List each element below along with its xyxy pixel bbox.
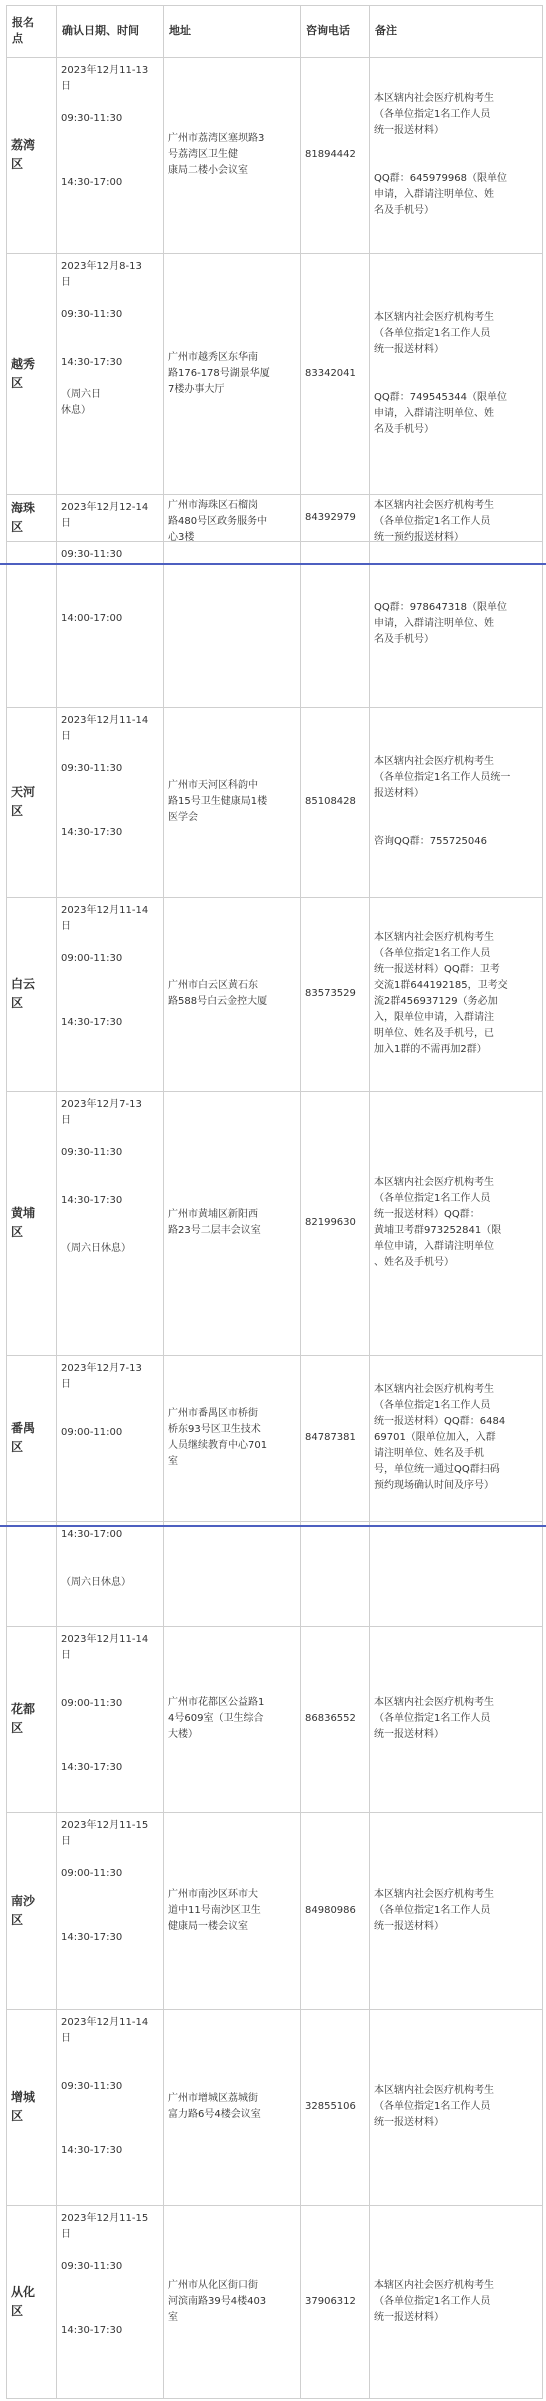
cell-date: 2023年12月7-13 日 09:00-11:00: [61, 1363, 142, 1438]
header-district: 报名 点: [12, 16, 34, 45]
table-column-border: [56, 5, 57, 2398]
cell-date: 2023年12月11-14 日 09:00-11:30 14:30-17:30: [61, 905, 149, 1028]
header-phone: 咨询电话: [306, 24, 350, 37]
cell-date: 2023年12月11-14 日 09:30-11:30 14:30-17:30: [61, 715, 149, 838]
cell-note: 本辖区内社会医疗机构考生 （各单位指定1名工作人员 统一报送材料）: [374, 2279, 494, 2323]
cell-district: 白云 区: [11, 977, 36, 1010]
cell-note: 本区辖内社会医疗机构考生 （各单位指定1名工作人员 统一报送材料）QQ群：卫考 交流1群644192185，卫考交 流2群456937129（务必加 入，限单位申请，入群请注 明单位、姓名及手机号，已 加入1群的不需再加2群）: [374, 932, 508, 1055]
cell-address: 广州市荔湾区塞坝路3 号荔湾区卫生健 康局二楼小会议室: [168, 133, 265, 176]
header-note: 备注: [375, 24, 397, 37]
table-row-border: [6, 494, 543, 495]
table-row-border: [6, 1626, 543, 1627]
table-row-border: [6, 897, 543, 898]
cell-address: 广州市白云区黄石东 路588号白云金控大厦: [168, 980, 268, 1007]
table-row-border: [6, 2398, 543, 2399]
cell-date: 2023年12月11-13 日 09:30-11:30 14:30-17:00: [61, 65, 149, 188]
cell-district: 海珠 区: [11, 500, 36, 534]
cell-phone: 83342041: [305, 367, 356, 379]
cell-note: 本区辖内社会医疗机构考生 （各单位指定1名工作人员统一 报送材料） 咨询QQ群：755725046: [374, 756, 511, 847]
cell-date: 2023年12月11-14 日 09:00-11:30 14:30-17:30: [61, 1634, 149, 1773]
cell-phone: 83573529: [305, 988, 356, 999]
table-row-border: [6, 5, 543, 6]
table-column-border: [542, 5, 543, 2398]
cell-address: 广州市从化区街口街 河滨南路39号4楼403 室: [168, 2279, 267, 2323]
table-row-border: [6, 253, 543, 254]
cell-district: 黄埔 区: [11, 1206, 36, 1239]
cell-note: 本区辖内社会医疗机构考生 （各单位指定1名工作人员 统一报送材料） QQ群：749545344（限单位 申请，入群请注明单位、姓 名及手机号）: [374, 311, 508, 435]
cell-address: 广州市南沙区环市大 道中11号南沙区卫生 健康局一楼会议室: [168, 1888, 261, 1932]
cell-phone: 82199630: [305, 1217, 356, 1228]
cell-phone: 85108428: [305, 796, 356, 807]
cell-address: 广州市越秀区东华南 路176-178号湖景华厦 7楼办事大厅: [168, 351, 270, 395]
header-address: 地址: [169, 24, 191, 37]
cell-date: 09:30-11:30 14:00-17:00: [61, 549, 123, 624]
cell-date: 2023年12月11-14 日 09:30-11:30 14:30-17:30: [61, 2017, 149, 2156]
cell-district: 南沙 区: [11, 1893, 36, 1927]
cell-district: 越秀 区: [11, 356, 36, 390]
table-column-border: [6, 5, 7, 2398]
table-row-border: [6, 1091, 543, 1092]
cell-note: 本区辖内社会医疗机构考生 （各单位指定1名工作人员 统一报送材料）: [374, 1888, 494, 1932]
page-break-line: [0, 1525, 546, 1527]
table-column-border: [300, 5, 301, 2398]
cell-phone: 84787381: [305, 1432, 356, 1443]
table-row-border: [6, 1812, 543, 1813]
cell-date: 2023年12月11-15 日 09:00-11:30 14:30-17:30: [61, 1820, 149, 1943]
cell-district: 花都 区: [11, 1702, 36, 1735]
table-row-border: [6, 1355, 543, 1356]
cell-note: QQ群：978647318（限单位 申请，入群请注明单位、姓 名及手机号）: [374, 602, 508, 645]
cell-address: 广州市增城区荔城街 富力路6号4楼会议室: [168, 2093, 261, 2120]
cell-phone: 84980986: [305, 1904, 356, 1916]
cell-date: 2023年12月12-14 日: [61, 502, 149, 529]
cell-phone: 84392979: [305, 511, 356, 523]
table-row-border: [6, 57, 543, 58]
table-row-border: [6, 707, 543, 708]
cell-note: 本区辖内社会医疗机构考生 （各单位指定1名工作人员 统一报送材料）: [374, 2085, 494, 2128]
cell-phone: 32855106: [305, 2101, 356, 2112]
cell-phone: 37906312: [305, 2295, 356, 2307]
cell-date: 2023年12月7-13 日 09:30-11:30 14:30-17:30 （周六日休息）: [61, 1099, 142, 1254]
cell-district: 番禺 区: [11, 1421, 36, 1454]
cell-address: 广州市天河区科韵中 路15号卫生健康局1楼 医学会: [168, 780, 268, 823]
cell-date: 2023年12月11-15 日 09:30-11:30 14:30-17:30: [61, 2213, 149, 2336]
table-column-border: [163, 5, 164, 2398]
cell-note: 本区辖内社会医疗机构考生 （各单位指定1名工作人员 统一预约报送材料）: [374, 500, 494, 543]
cell-district: 荔湾 区: [11, 138, 36, 171]
cell-district: 从化 区: [11, 2284, 36, 2318]
page-break-line: [0, 563, 546, 565]
header-date: 确认日期、时间: [62, 24, 139, 37]
cell-phone: 81894442: [305, 149, 356, 160]
cell-note: 本区辖内社会医疗机构考生 （各单位指定1名工作人员 统一报送材料）QQ群： 黄埔卫考群973252841（限 单位申请，入群请注明单位 、姓名及手机号）: [374, 1177, 502, 1268]
table-row-border: [6, 2009, 543, 2010]
cell-address: 广州市番禺区市桥街 桥东93号区卫生技术 人员继续教育中心701 室: [168, 1408, 268, 1467]
cell-address: 广州市海珠区石榴岗 路480号区政务服务中 心3楼: [168, 500, 268, 543]
cell-note: 本区辖内社会医疗机构考生 （各单位指定1名工作人员 统一报送材料） QQ群：645979968（限单位 申请，入群请注明单位、姓 名及手机号）: [374, 93, 508, 216]
cell-address: 广州市黄埔区新阳西 路23号二层丰会议室: [168, 1209, 261, 1236]
cell-note: 本区辖内社会医疗机构考生 （各单位指定1名工作人员 统一报送材料）: [374, 1697, 494, 1740]
table-row-border: [6, 1521, 543, 1522]
cell-district: 天河 区: [11, 785, 36, 818]
table-row-border: [6, 2205, 543, 2206]
cell-date: 2023年12月8-13 日 09:30-11:30 14:30-17:30 （周六日 休息）: [61, 261, 142, 416]
cell-phone: 86836552: [305, 1713, 356, 1724]
cell-address: 广州市花都区公益路1 4号609室（卫生综合 大楼）: [168, 1697, 265, 1740]
cell-district: 增城 区: [11, 2090, 36, 2123]
cell-note: 本区辖内社会医疗机构考生 （各单位指定1名工作人员 统一报送材料）QQ群：6484 69701（限单位加入，入群 请注明单位、姓名及手机 号，单位统一通过QQ群扫码 预约现场确认时间及序号）: [374, 1384, 506, 1491]
cell-date: 14:30-17:00 （周六日休息）: [61, 1529, 131, 1588]
table-column-border: [369, 5, 370, 2398]
